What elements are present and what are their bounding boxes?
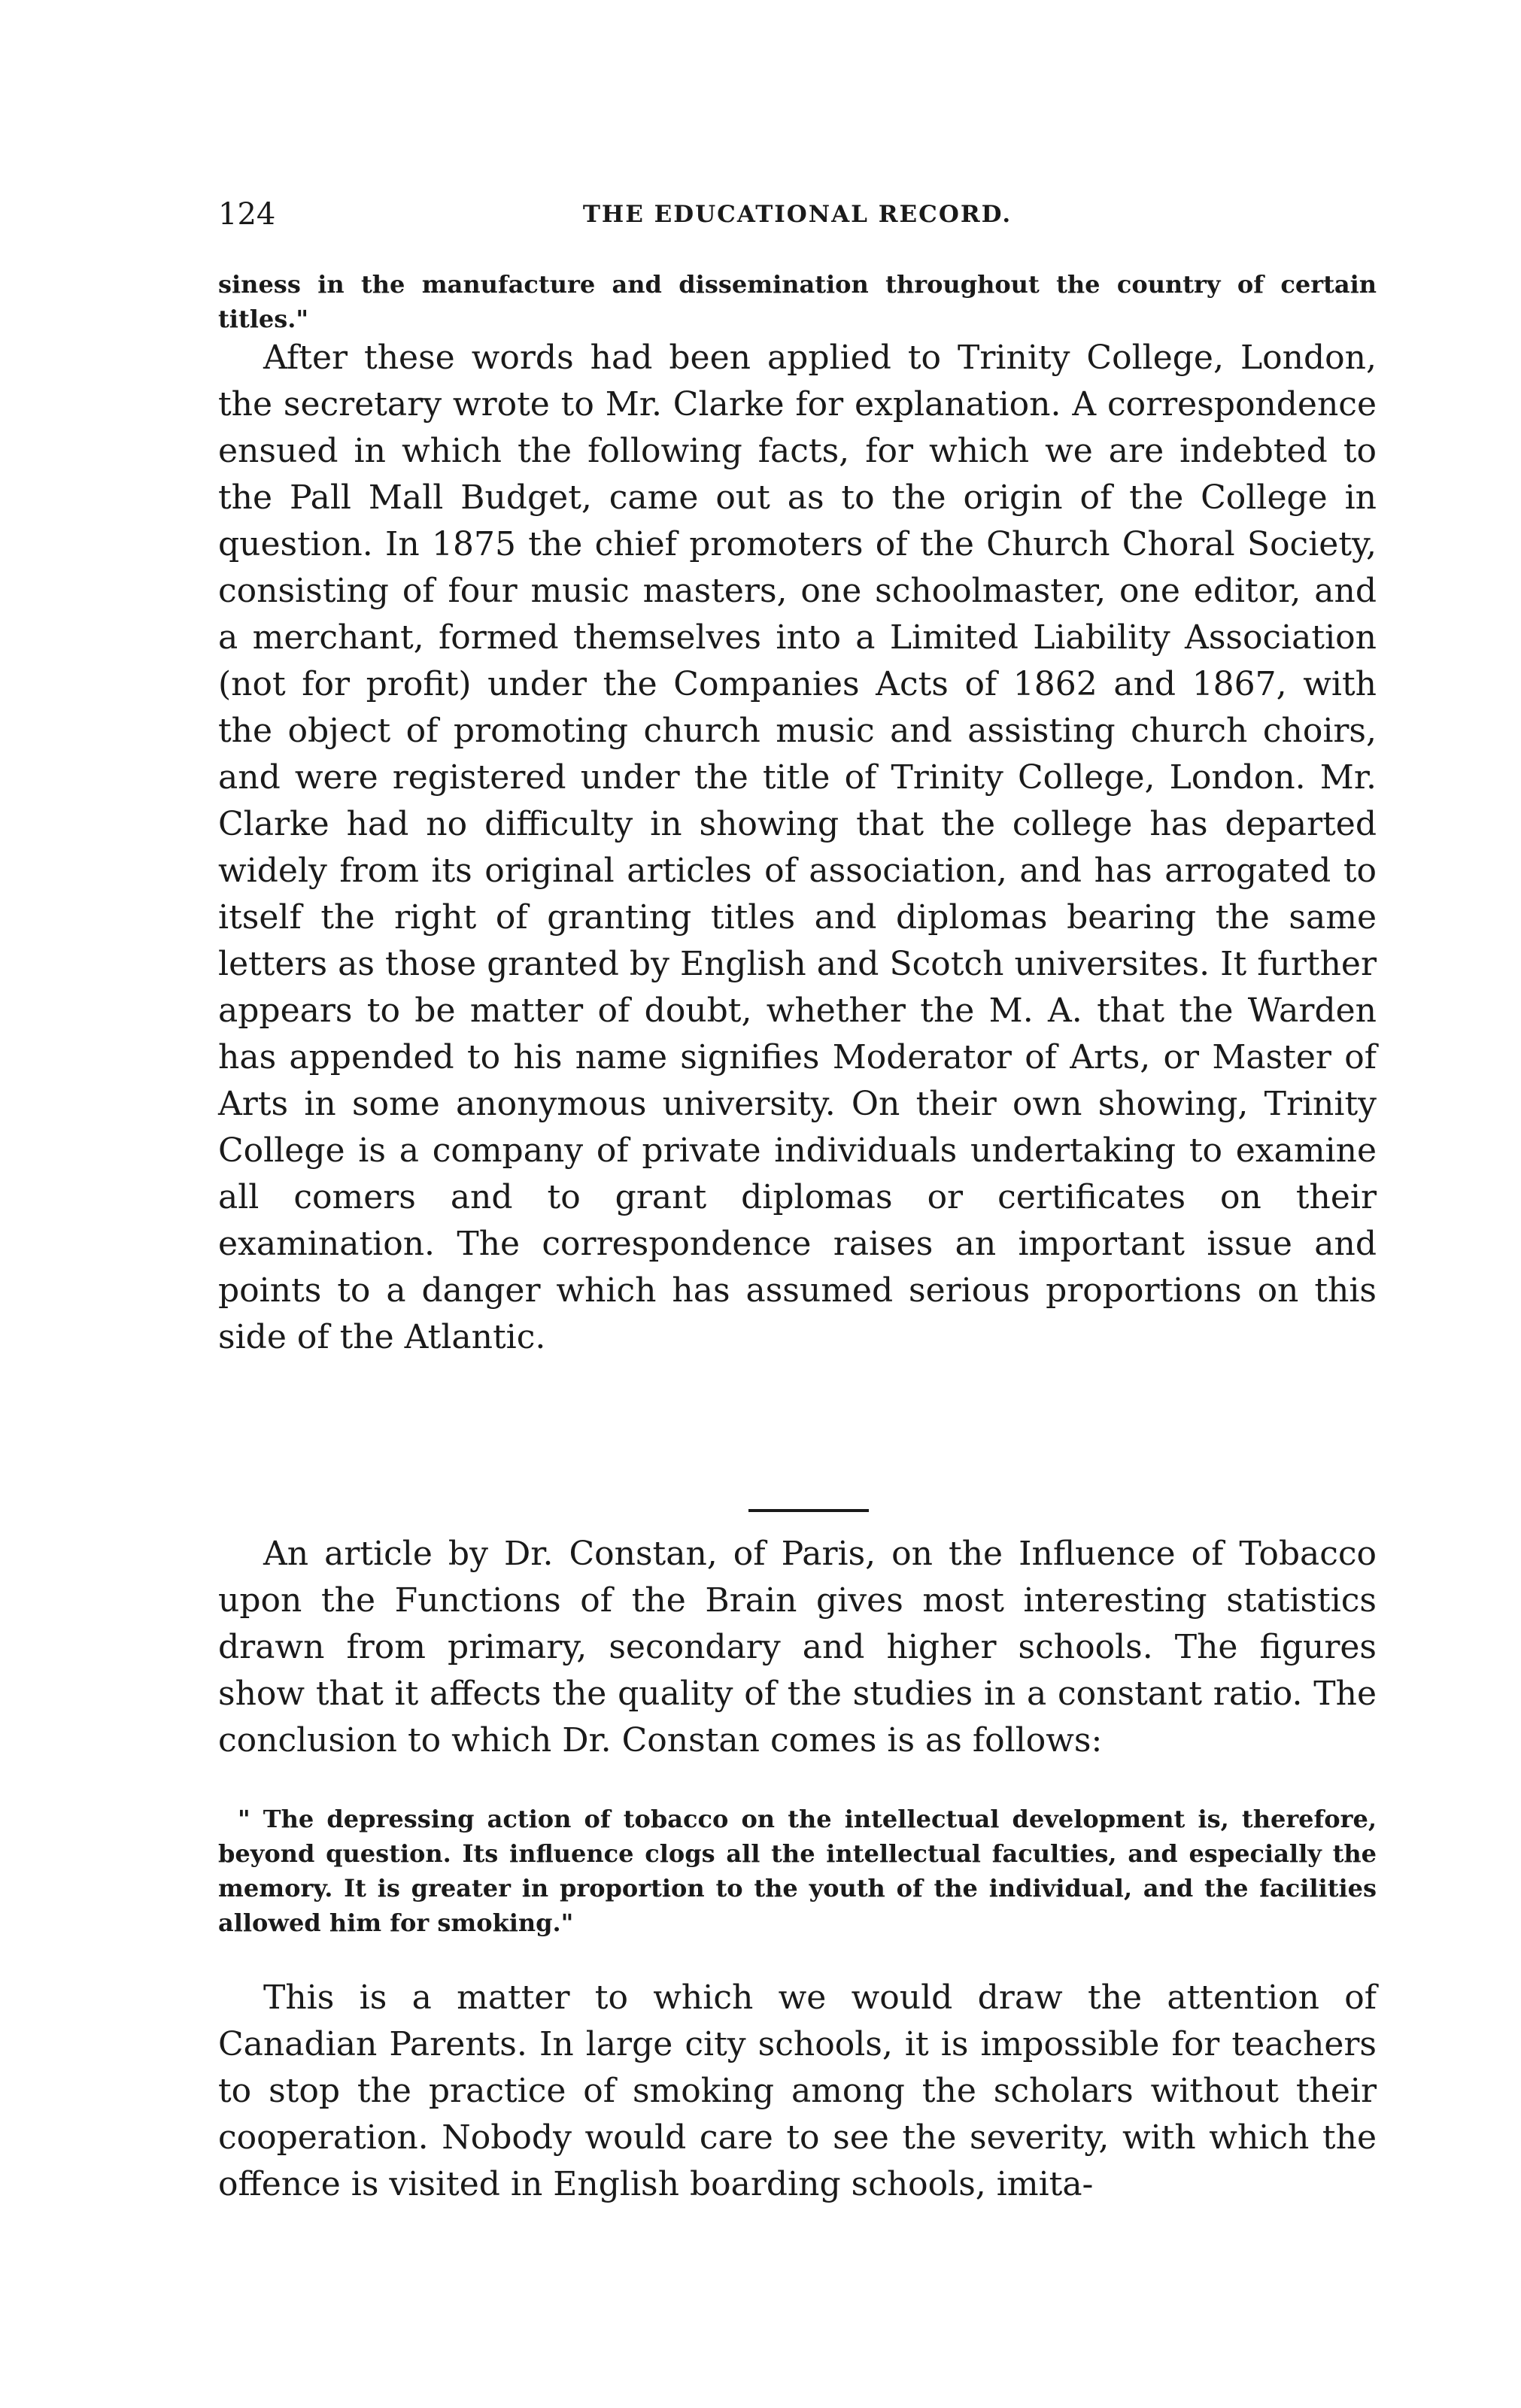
page-number: 124	[218, 197, 276, 232]
paragraph-tobacco: An article by Dr. Constan, of Paris, on the Influence of Tobacco upon the Functions of the Brain gives most interesting statistics drawn from primary, secondary and higher schools. The figures show that it affects the quality of the studies in a constant ratio. The conclusion to which Dr. Constan comes is as follows:	[218, 1535, 1377, 1760]
page-header	[218, 192, 1377, 237]
quote-continuation: siness in the manufacture and dissemination throughout the country of certain titles."	[218, 270, 1377, 333]
section-divider	[748, 1509, 869, 1512]
paragraph-canadian-parents: This is a matter to which we would draw the attention of Canadian Parents. In large city schools, it is impossible for teachers to stop the practice of smoking among the scholars without their cooperation. Nobody would care to see the severity, with which the offence is visited in English boarding schools, imita-	[218, 1978, 1377, 2203]
running-title: THE EDUCATIONAL RECORD.	[582, 201, 1012, 228]
quote-tobacco: " The depressing action of tobacco on the intellectual development is, therefore, beyond question. Its influence clogs all the intellectual faculties, and especially the memory. It is greater in proportion to the youth of the individual, and the facilities allowed him for smoking."	[218, 1805, 1377, 1937]
paragraph-trinity-college: After these words had been applied to Trinity College, London, the secretary wrote to Mr. Clarke for explanation. A correspondence ensued in which the following facts, for which we are indebted to the Pall Mall Budget, came out as to the origin of the College in question. In 1875 the chief promoters of the Church Choral Society, consisting of four music masters, one schoolmaster, one editor, and a merchant, formed themselves into a Limited Liability Association (not for profit) under the Companies Acts of 1862 and 1867, with the object of promoting church music and assisting church choirs, and were registered under the title of Trinity College, London. Mr. Clarke had no difficulty in showing that the college has departed widely from its original articles of association, and has arrogated to itself the right of granting titles and diplomas bearing the same letters as those granted by English and Scotch universites. It further appears to be matter of doubt, whether the M. A. that the Warden has appended to his name signifies Moderator of Arts, or Master of Arts in some anonymous university. On their own showing, Trinity College is a company of private individuals undertaking to examine all comers and to grant diplomas or certificates on their examination. The correspondence raises an important issue and points to a danger which has assumed serious proportions on this side of the Atlantic.	[218, 339, 1377, 1356]
